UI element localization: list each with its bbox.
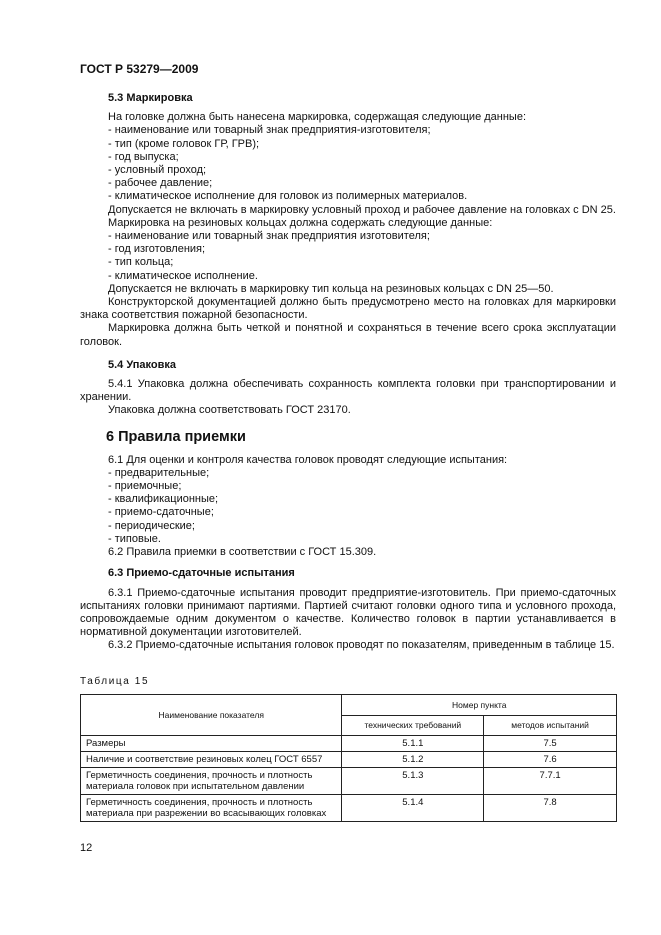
paragraph-marking-legibility: Маркировка должна быть четкой и понятной и сохраняться в течение всего срока эксплуатации головок. — [80, 322, 616, 348]
column-header-test-methods: методов испытаний — [484, 715, 617, 736]
list-item: - предварительные; — [108, 466, 210, 479]
list-item: - рабочее давление; — [108, 177, 213, 190]
cell-name: Размеры — [81, 736, 342, 752]
table-caption: Таблица 15 — [80, 676, 150, 687]
list-item: - условный проход; — [108, 164, 207, 177]
paragraph-6-3-1: 6.3.1 Приемо-сдаточные испытания проводит предприятие-изготовитель. При приемо-сдаточных испытаниях головки принимают партиями. Партией считают головки одного типа и условного прохода, сопровождаемые одним документом о качестве. Количество головок в партии устанавливается в нормативной документации изготовителей. — [80, 586, 616, 639]
section-6-3-heading: 6.3 Приемо-сдаточные испытания — [108, 567, 295, 580]
cell-name: Герметичность соединения, прочность и плотность материала при разрежении во всасывающих головках — [81, 795, 342, 822]
cell-tech: 5.1.4 — [342, 795, 484, 822]
section-5-4-heading: 5.4 Упаковка — [108, 358, 176, 371]
table-row — [81, 752, 617, 768]
text-line: 6.2 Правила приемки в соответствии с ГОСТ 15.309. — [108, 546, 377, 559]
cell-method: 7.7.1 — [484, 768, 617, 795]
text-line: Допускается не включать в маркировку условный проход и рабочее давление на головках с DN 25. — [108, 203, 616, 216]
list-item: - год изготовления; — [108, 243, 206, 256]
cell-name: Герметичность соединения, прочность и плотность материала головок при испытательном давлении — [81, 768, 342, 795]
list-item: - тип кольца; — [108, 256, 174, 269]
paragraph-packaging-2: Упаковка должна соответствовать ГОСТ 23170. — [108, 404, 351, 417]
list-item: - приемочные; — [108, 480, 182, 493]
section-5-3-lines — [108, 111, 616, 296]
list-item: - типовые. — [108, 532, 161, 545]
text-line: Маркировка на резиновых кольцах должна содержать следующие данные: — [108, 216, 493, 229]
column-header-name: Наименование показателя — [81, 695, 342, 736]
text-line: 6.1 Для оценки и контроля качества головок проводят следующие испытания: — [108, 453, 508, 466]
acceptance-tests-table — [80, 694, 617, 822]
document-body — [80, 92, 616, 653]
table-row — [81, 768, 617, 795]
text-line: Допускается не включать в маркировку тип кольца на резиновых кольцах с DN 25—50. — [108, 282, 554, 295]
paragraph-6-3-2: 6.3.2 Приемо-сдаточные испытания головок проводят по показателям, приведенным в таблице 15. — [108, 639, 615, 652]
cell-name: Наличие и соответствие резиновых колец ГОСТ 6557 — [81, 752, 342, 768]
list-item: - год выпуска; — [108, 150, 179, 163]
list-item: - климатическое исполнение. — [108, 269, 258, 282]
cell-method: 7.6 — [484, 752, 617, 768]
section-6-lines — [108, 454, 616, 560]
section-5-3-heading: 5.3 Маркировка — [108, 92, 193, 104]
list-item: - наименование или товарный знак предприятия-изготовителя; — [108, 124, 431, 137]
list-item: - наименование или товарный знак предприятия изготовителя; — [108, 230, 430, 243]
column-header-technical-requirements: технических требований — [342, 715, 484, 736]
list-item: - приемо-сдаточные; — [108, 506, 214, 519]
cell-tech: 5.1.3 — [342, 768, 484, 795]
table-row — [81, 736, 617, 752]
page-number: 12 — [80, 842, 93, 854]
cell-method: 7.8 — [484, 795, 617, 822]
column-header-item-number: Номер пункта — [342, 695, 617, 716]
page-header-standard: ГОСТ Р 53279—2009 — [80, 62, 199, 76]
list-item: - квалификационные; — [108, 493, 219, 506]
table-row — [81, 795, 617, 822]
section-6-heading: 6 Правила приемки — [106, 428, 246, 445]
cell-method: 7.5 — [484, 736, 617, 752]
cell-tech: 5.1.1 — [342, 736, 484, 752]
list-item: - климатическое исполнение для головок из полимерных материалов. — [108, 190, 468, 203]
paragraph-packaging-1: 5.4.1 Упаковка должна обеспечивать сохранность комплекта головки при транспортировании и хранении. — [80, 378, 616, 404]
cell-tech: 5.1.2 — [342, 752, 484, 768]
list-item: - периодические; — [108, 519, 195, 532]
paragraph-design-documentation: Конструкторской документацией должно быть предусмотрено место на головках для маркировки знака соответствия пожарной безопасности. — [80, 296, 616, 322]
list-item: - тип (кроме головок ГР, ГРВ); — [108, 137, 260, 150]
text-line: На головке должна быть нанесена маркировка, содержащая следующие данные: — [108, 111, 527, 124]
